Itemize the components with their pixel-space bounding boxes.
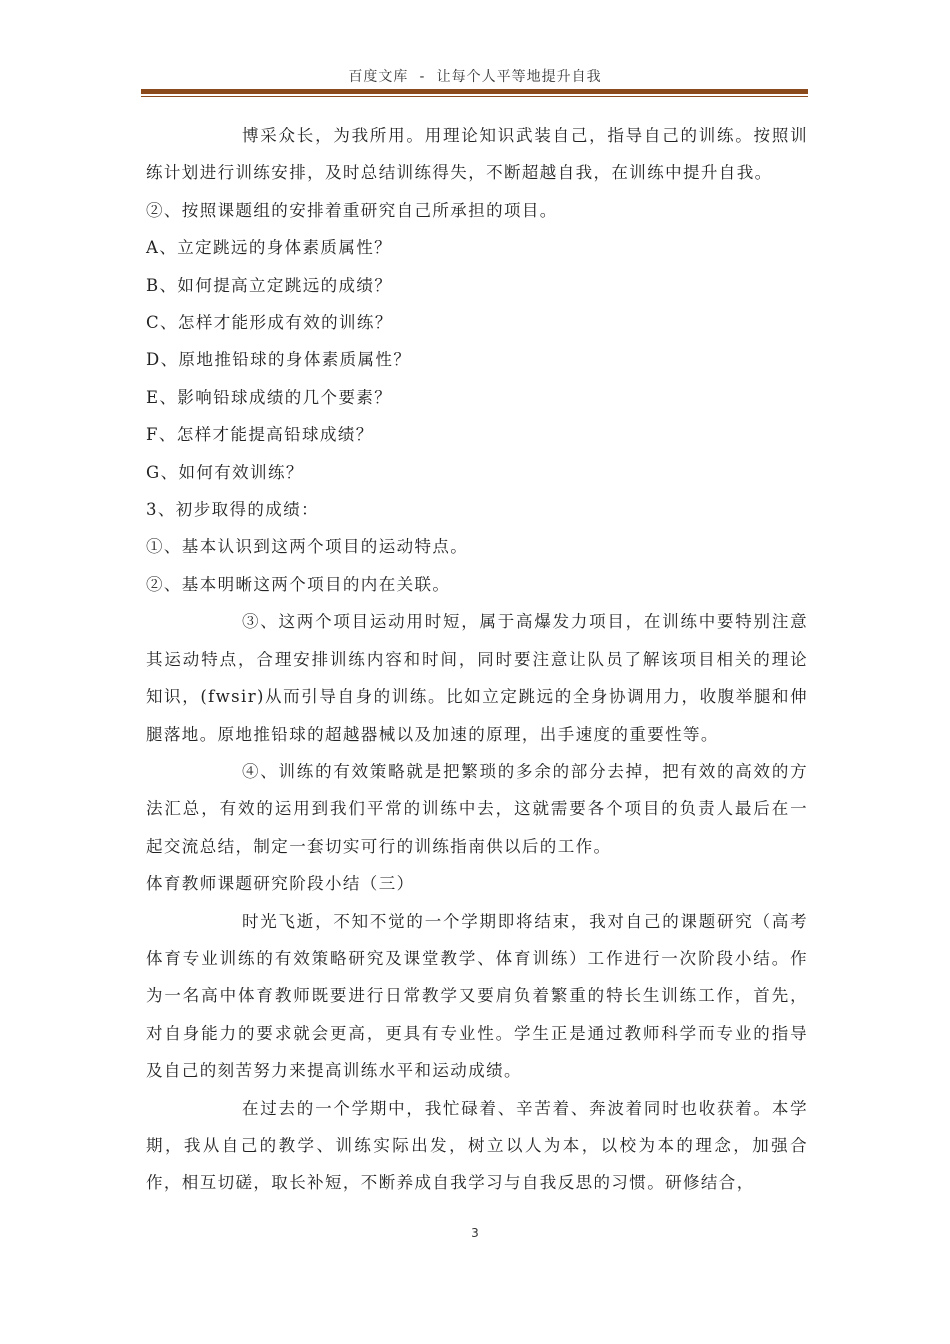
page-header: 百度文库 - 让每个人平等地提升自我 (348, 69, 602, 85)
list-item: E、影响铅球成绩的几个要素？ (146, 387, 393, 407)
paragraph: ③、这两个项目运动用时短，属于高爆发力项目，在训练中要特别注意其运动特点，合理安排训练内容和时间，同时要注意让队员了解该项目相关的理论知识，(fwsir)从而引导自身的训练。比如立定跳远的全身协调用力，收腹举腿和伸腿落地。原地推铅球的超越器械以及加速的原理，出手速度的重要性等。 (146, 612, 808, 744)
list-item: G、如何有效训练？ (146, 462, 304, 482)
header-rule-thick (141, 89, 808, 94)
list-item: D、原地推铅球的身体素质属性？ (146, 350, 412, 370)
header-rule-thin (141, 96, 808, 97)
document-body (146, 117, 808, 1202)
paragraph: ④、训练的有效策略就是把繁琐的多余的部分去掉，把有效的高效的方法汇总，有效的运用到我们平常的训练中去，这就需要各个项目的负责人最后在一起交流总结，制定一套切实可行的训练指南供以后的工作。 (146, 761, 808, 856)
section-title: 体育教师课题研究阶段小结（三） (146, 874, 415, 894)
paragraph: 时光飞逝，不知不觉的一个学期即将结束，我对自己的课题研究（高考体育专业训练的有效策略研究及课堂教学、体育训练）工作进行一次阶段小结。作为一名高中体育教师既要进行日常教学又要肩负着繁重的特长生训练工作，首先，对自身能力的要求就会更高，更具有专业性。学生正是通过教师科学而专业的指导及自己的刻苦努力来提高训练水平和运动成绩。 (146, 911, 808, 1081)
list-item: A、立定跳远的身体素质属性？ (146, 238, 393, 258)
paragraph: 博采众长，为我所用。用理论知识武装自己，指导自己的训练。按照训练计划进行训练安排，及时总结训练得失，不断超越自我，在训练中提升自我。 (146, 126, 808, 183)
list-item: ①、基本认识到这两个项目的运动特点。 (146, 537, 469, 557)
list-item: C、怎样才能形成有效的训练？ (146, 313, 393, 333)
list-item: ②、基本明晰这两个项目的内在关联。 (146, 574, 451, 594)
section-heading: 3、初步取得的成绩： (146, 500, 319, 520)
page-number: 3 (471, 1226, 479, 1240)
list-item: F、怎样才能提高铅球成绩？ (146, 425, 374, 445)
list-item: B、如何提高立定跳远的成绩？ (146, 275, 393, 295)
list-item: ②、按照课题组的安排着重研究自己所承担的项目。 (146, 200, 558, 220)
paragraph: 在过去的一个学期中，我忙碌着、辛苦着、奔波着同时也收获着。本学期，我从自己的教学、训练实际出发，树立以人为本，以校为本的理念，加强合作，相互切磋，取长补短，不断养成自我学习与自我反思的习惯。研修结合， (146, 1098, 808, 1193)
